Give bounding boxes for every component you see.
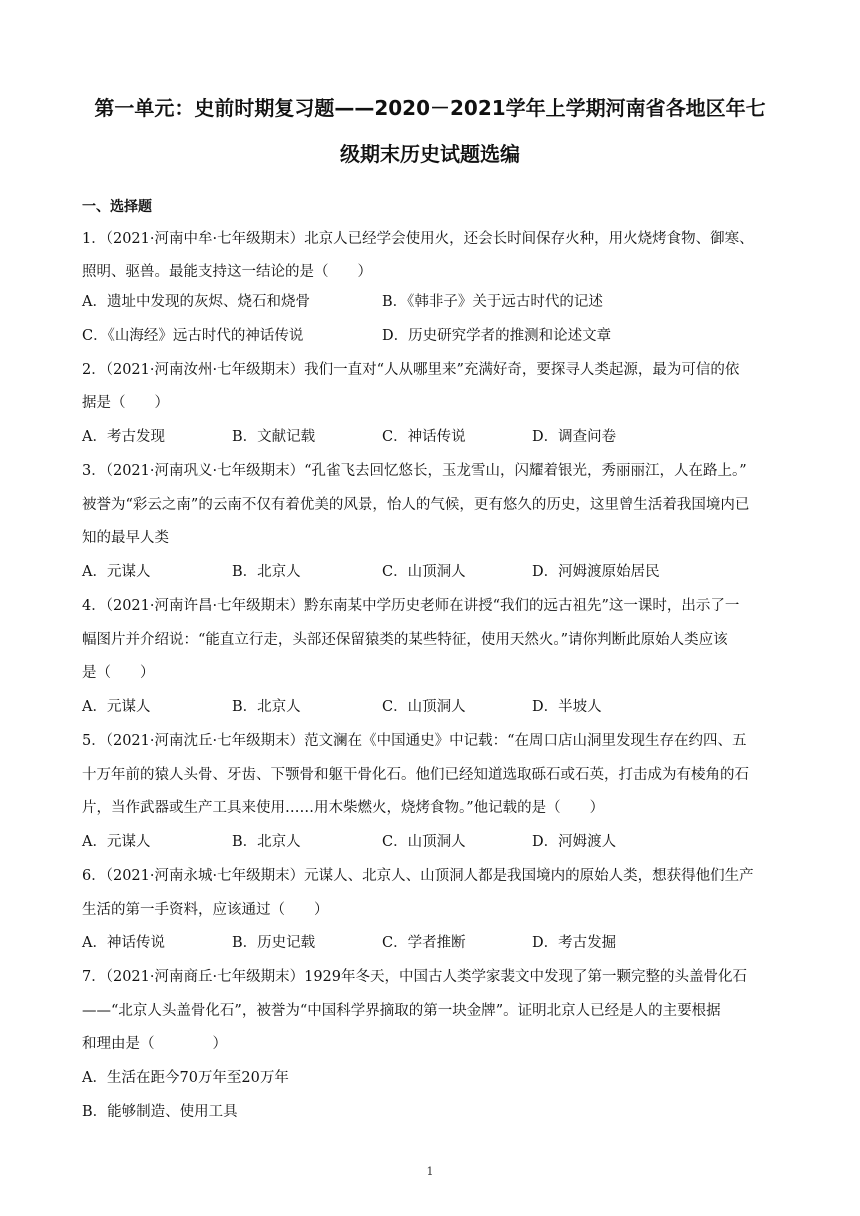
question-3-option-a: A．元谋人 [82,564,151,580]
question-5-line-1: 5．（2021·河南沈丘·七年级期末）范文澜在《中国通史》中记载：“在周口店山洞里发现生存在约四、五 [82,733,747,749]
question-3-option-b: B．北京人 [232,564,301,580]
question-7-line-2: ——“北京人头盖骨化石”，被誉为“中国科学界摘取的第一块金牌”。证明北京人已经是人的主要根据 [82,1003,721,1019]
question-3-line-1: 3．（2021·河南巩义·七年级期末）“孔雀飞去回忆悠长，玉龙雪山，闪耀着银光，秀丽丽江，人在路上。” [82,463,747,479]
question-6-option-a: A．神话传说 [82,935,165,951]
question-4-option-a: A．元谋人 [82,699,151,715]
question-1-option-b: B．《韩非子》关于远古时代的记述 [382,294,603,310]
question-2-line-1: 2．（2021·河南汝州·七年级期末）我们一直对“人从哪里来”充满好奇，要探寻人类起源，最为可信的依 [82,362,740,378]
question-1-option-c: C．《山海经》远古时代的神话传说 [82,328,304,344]
question-5-line-2: 十万年前的猿人头骨、牙齿、下颚骨和躯干骨化石。他们已经知道选取砾石或石英，打击成为有棱角的石 [82,767,749,783]
question-6-line-1: 6．（2021·河南永城·七年级期末）元谋人、北京人、山顶洞人都是我国境内的原始人类，想获得他们生产 [82,868,754,884]
question-2-option-c: C．神话传说 [382,429,466,445]
question-6-option-d: D．考古发掘 [532,935,617,951]
question-2-option-b: B．文献记载 [232,429,316,445]
question-4-line-2: 幅图片并介绍说：“能直立行走，头部还保留猿类的某些特征，使用天然火。”请你判断此原始人类应该 [82,632,728,648]
document-title-line-1: 第一单元：史前时期复习题——2020－2021学年上学期河南省各地区年七 [94,96,766,120]
document-title-line-2: 级期末历史试题选编 [340,142,520,166]
question-6-line-2: 生活的第一手资料，应该通过（ ） [82,902,329,918]
question-7-option-a: A．生活在距今70万年至20万年 [82,1070,289,1086]
question-7-line-1: 7．（2021·河南商丘·七年级期末）1929年冬天，中国古人类学家裴文中发现了第一颗完整的头盖骨化石 [82,969,747,985]
question-3-option-d: D．河姆渡原始居民 [532,564,660,580]
question-2-option-a: A．考古发现 [82,429,165,445]
question-6-option-c: C．学者推断 [382,935,466,951]
page-number: 1 [426,1165,434,1178]
question-3-line-3: 知的最早人类 [82,530,169,546]
question-1-line-1: 1．（2021·河南中牟·七年级期末）北京人已经学会使用火，还会长时间保存火种，用火烧烤食物、御寒、 [82,231,754,247]
question-4-line-3: 是（ ） [82,665,155,681]
question-1-line-2: 照明、驱兽。最能支持这一结论的是（ ） [82,264,372,280]
question-5-option-b: B．北京人 [232,834,301,850]
question-2-line-2: 据是（ ） [82,395,169,411]
question-7-option-b: B．能够制造、使用工具 [82,1104,238,1120]
section-heading: 一、选择题 [82,199,152,215]
question-4-line-1: 4．（2021·河南许昌·七年级期末）黔东南某中学历史老师在讲授“我们的远古祖先”这一课时，出示了一 [82,598,740,614]
question-4-option-c: C．山顶洞人 [382,699,466,715]
question-1-option-d: D．历史研究学者的推测和论述文章 [382,328,612,344]
question-5-option-d: D．河姆渡人 [532,834,617,850]
question-7-line-3: 和理由是（ ） [82,1036,227,1052]
question-4-option-d: D．半坡人 [532,699,602,715]
question-3-option-c: C．山顶洞人 [382,564,466,580]
question-4-option-b: B．北京人 [232,699,301,715]
question-2-option-d: D．调查问卷 [532,429,617,445]
question-6-option-b: B．历史记载 [232,935,316,951]
question-5-line-3: 片，当作武器或生产工具来使用……用木柴燃火，烧烤食物。”他记载的是（ ） [82,800,605,816]
question-5-option-c: C．山顶洞人 [382,834,466,850]
question-5-option-a: A．元谋人 [82,834,151,850]
question-3-line-2: 被誉为“彩云之南”的云南不仅有着优美的风景，怡人的气候，更有悠久的历史，这里曾生活着我国境内已 [82,497,750,513]
question-1-option-a: A．遗址中发现的灰烬、烧石和烧骨 [82,294,310,310]
